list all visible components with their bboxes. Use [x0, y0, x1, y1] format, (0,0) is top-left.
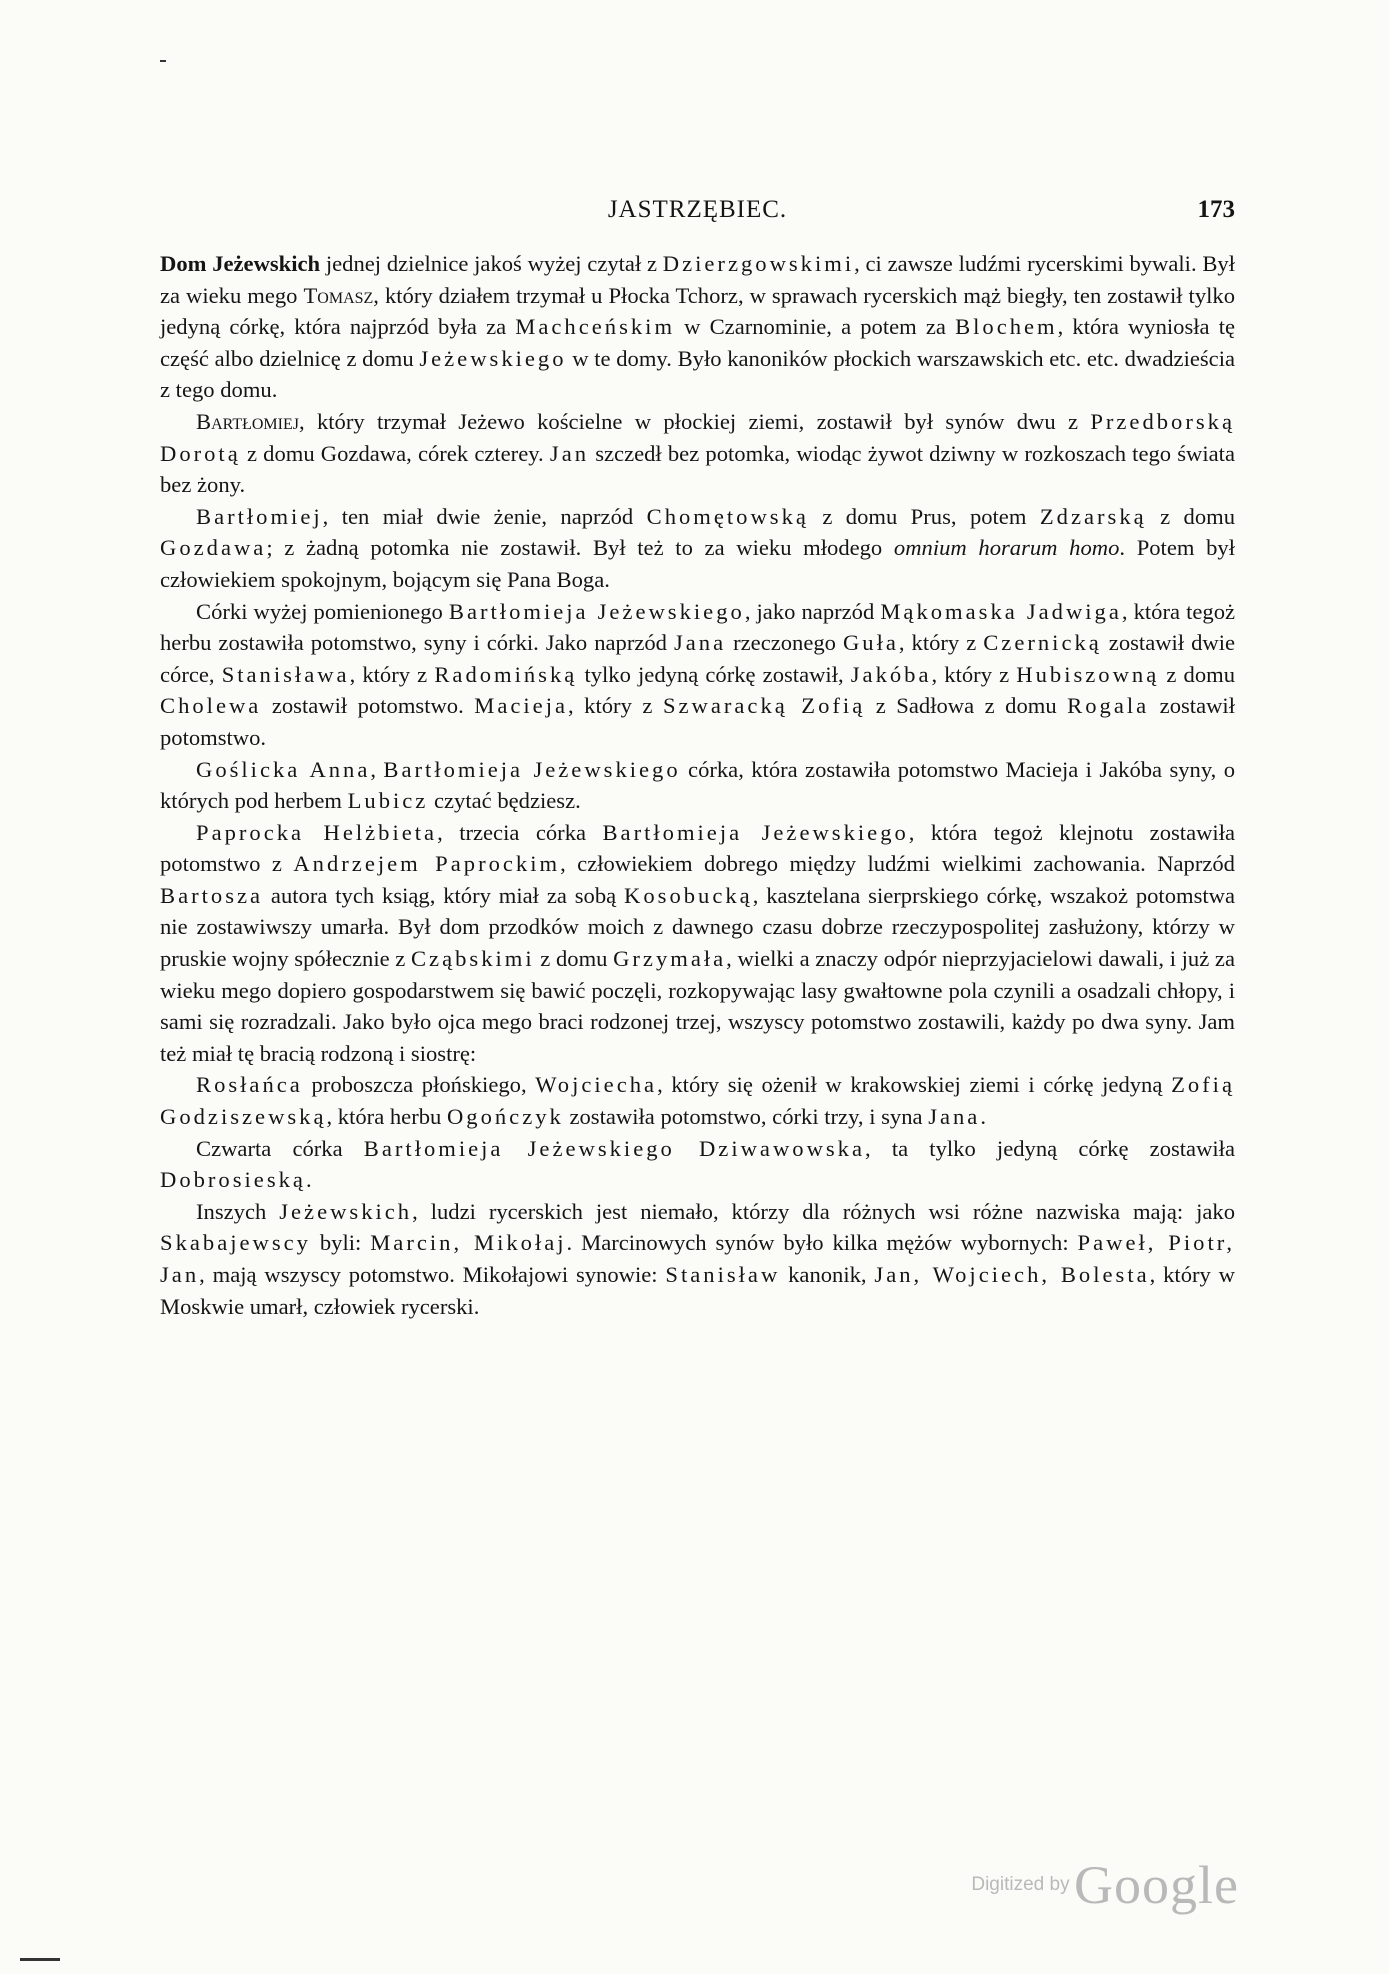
text: rzeczonego: [726, 630, 843, 656]
paragraph-9: [160, 1196, 1235, 1322]
text: czytać będziesz.: [428, 788, 581, 814]
page-number: 173: [1197, 196, 1235, 223]
text: , która tegoż klejnotu zostawiła potomstwo z: [160, 819, 1235, 877]
text: tylko jedyną córkę zostawił,: [577, 661, 851, 687]
text: ,: [370, 756, 384, 782]
text: , który z: [931, 661, 1017, 687]
spaced-name: Ogończyk: [446, 1104, 564, 1130]
text: , ta tylko jedyną córkę zostawiła: [865, 1135, 1235, 1161]
text: , mają wszyscy potomstwo. Mikołajowi synowie:: [199, 1262, 666, 1287]
spaced-name: Paprocka Helżbieta: [196, 819, 438, 845]
text: kanonik,: [780, 1262, 875, 1287]
spaced-name: Cząbskimi: [410, 946, 535, 972]
paragraph-3: [160, 501, 1235, 596]
spaced-name: Jakóba: [850, 661, 932, 687]
spaced-name: Przedborską Dorotą: [160, 408, 1235, 466]
spaced-name: Stanisława: [221, 661, 350, 687]
text: , który z: [349, 661, 435, 687]
italic-phrase: omnium horarum homo: [893, 535, 1120, 561]
text: , który trzymał Jeżewo kościelne w płockiej ziemi, zostawił był synów dwu z: [299, 408, 1091, 434]
spaced-name: Bartłomieja Jeżewskiego Dziwawowska: [363, 1135, 865, 1161]
spaced-name: Paweł, Piotr, Jan: [160, 1230, 1235, 1287]
text: zostawiła potomstwo, córki trzy, i syna: [563, 1104, 929, 1130]
text: ; z żadną potomka nie zostawił. Był też to za wieku młodego: [266, 535, 894, 561]
text: , kasztelana sierprskiego córkę, wszakoż potomstwa nie zostawiwszy umarła. Był dom przodków moich z dawnego czasu dobrze rzeczypospolitej zasłużony, którzy w pruskie wojny spółecznie z: [160, 882, 1235, 972]
spaced-name: Zofią Godziszewską: [160, 1072, 1235, 1130]
spaced-name: Jana: [928, 1104, 981, 1130]
spaced-name: Rosłańca: [196, 1072, 303, 1098]
text: , wielki a znaczy odpór nieprzyjacielowi dawali, i już za wieku mego dopiero gospodarstwem się bawić poczęli, rozkopywając lasy gwałtowne pola czynili a osadzali chłopy, i sami się rozradzali. Jako było ojca mego braci rodzonej trzej, wszyscy potomstwo zostawili, każdy po dwa syny. Jam też miał tę bracią rodzoną i siostrę:: [160, 946, 1235, 1066]
text: Czwarta córka: [196, 1135, 364, 1161]
text: , ci zawsze ludźmi rycerskimi bywali. Był za wieku mego: [160, 251, 1235, 308]
spaced-name: Skabajewscy: [160, 1230, 311, 1256]
text: z domu: [1159, 661, 1235, 687]
paragraph-6: [160, 817, 1235, 1070]
text: zostawił potomstwo.: [261, 693, 475, 719]
spaced-name: Bartłomieja Jeżewskiego: [448, 598, 745, 624]
text: , trzecia córka: [437, 819, 603, 845]
spaced-name: Dobrosieską: [160, 1167, 306, 1193]
spaced-name: Hubiszowną: [1016, 661, 1160, 687]
text: z domu: [1146, 503, 1235, 529]
text: , który się ożenił w krakowskiej ziemi i córkę jedyną: [657, 1072, 1172, 1098]
spaced-name: Cholewa: [160, 693, 262, 719]
spaced-name: Bartosza: [160, 882, 264, 908]
section-heading: Dom Jeżewskich: [160, 251, 321, 276]
spaced-name: Jeżewskich: [279, 1198, 413, 1224]
text: , ten miał dwie żenie, naprzód: [322, 503, 647, 529]
text: z Sadłowa z domu: [865, 693, 1068, 719]
text: Inszych: [196, 1198, 280, 1224]
text: z domu Gozdawa, córek czterey.: [240, 440, 550, 466]
scan-mark: [160, 60, 166, 62]
text: , która wyniosła tę część albo dzielnicę z domu: [160, 314, 1235, 371]
text: szczedł bez potomka, wiodąc żywot dziwny w rozkoszach tego świata bez żony.: [160, 440, 1235, 498]
spaced-name: Bartłomieja Jeżewskiego: [602, 819, 909, 845]
body-text: [160, 248, 1235, 1322]
text: z domu: [534, 946, 614, 972]
spaced-name: Kosobucką: [624, 882, 753, 908]
running-header: [160, 196, 1235, 232]
google-logo: Google: [1074, 1855, 1239, 1915]
text: byli:: [310, 1230, 371, 1256]
spaced-name: Radomińską: [434, 661, 578, 687]
spaced-name: Stanisław: [665, 1262, 781, 1287]
spaced-name: Szwaracką Zofią: [662, 693, 866, 719]
paragraph-8: [160, 1133, 1235, 1196]
text: .: [305, 1167, 312, 1193]
spaced-name: Jeżewskiego: [419, 345, 567, 371]
text: , człowiekiem dobrego między ludźmi wielkimi zachowania. Naprzód: [560, 851, 1235, 877]
text: , który działem trzymał u Płocka Tchorz, w sprawach rycerskich mąż biegły, ten zostawił tylko jedyną córkę, która najprzód była za: [160, 282, 1235, 340]
text: proboszcza płońskiego,: [302, 1072, 536, 1098]
spaced-name: Machceńskim: [515, 314, 676, 340]
spaced-name: Guła: [842, 630, 899, 656]
text: . Marcinowych synów było kilka mężów wybornych:: [566, 1230, 1078, 1256]
spaced-name: Goślicka Anna: [196, 756, 371, 782]
spaced-name: Czernicką: [983, 630, 1102, 656]
spaced-name: Lubicz: [347, 788, 429, 814]
text: w te domy. Było kanoników płockich warszawskich etc. etc. dwadzieścia z tego domu.: [160, 345, 1235, 403]
paragraph-7: [160, 1069, 1235, 1132]
spaced-name: Bartłomiej: [196, 503, 323, 529]
text: , ludzi rycerskich jest niemało, którzy dla różnych wsi różne nazwiska mają: jako: [412, 1198, 1235, 1224]
text: autora tych ksiąg, który miał za sobą: [263, 882, 625, 908]
spaced-name: Macieja: [474, 693, 569, 719]
text: Córki wyżej pomienionego: [196, 598, 449, 624]
spaced-name: Grzymała: [613, 946, 727, 972]
spaced-name: Rogala: [1067, 693, 1150, 719]
scan-mark: [20, 1958, 60, 1961]
spaced-name: Mąkomaska Jadwiga: [880, 598, 1122, 624]
text: , który z: [898, 630, 984, 656]
running-title: JASTRZĘBIEC.: [607, 196, 788, 223]
spaced-name: Jan: [549, 440, 590, 466]
text: z domu Prus, potem: [808, 503, 1040, 529]
spaced-name: Bartłomieja Jeżewskiego: [383, 756, 681, 782]
paragraph-1: [160, 248, 1235, 406]
spaced-name: Blochem: [955, 314, 1058, 340]
spaced-name: Zdzarską: [1039, 503, 1147, 529]
text: córka, która zostawiła potomstwo Macieja i Jakóba syny, o których pod herbem: [160, 756, 1236, 814]
smallcaps-name: Bartłomiej: [196, 408, 299, 434]
text: , który z: [568, 693, 663, 719]
spaced-name: Wojciecha: [535, 1072, 658, 1098]
text: . Potem był człowiekiem spokojnym, bojącym się Pana Boga.: [160, 535, 1235, 592]
spaced-name: Andrzejem Paprockim: [293, 851, 561, 877]
spaced-name: Marcin, Mikołaj: [370, 1230, 567, 1256]
paragraph-5: [160, 754, 1235, 817]
digitized-watermark: [971, 1854, 1239, 1916]
watermark-caption: Digitized by: [971, 1874, 1070, 1895]
text: w Czarnominie, a potem za: [675, 314, 956, 340]
text: zostawił potomstwo.: [160, 693, 1235, 750]
text: , który w Moskwie umarł, człowiek rycerski.: [160, 1262, 1235, 1319]
spaced-name: Chomętowską: [646, 503, 809, 529]
text: jednej dzielnice jakoś wyżej czytał z: [320, 251, 663, 276]
spaced-name: Dzierzgowskimi: [662, 251, 855, 276]
text: , która tegoż herbu zostawiła potomstwo, syny i córki. Jako naprzód: [160, 598, 1236, 656]
spaced-name: Jan, Wojciech, Bolesta: [874, 1262, 1150, 1287]
text: , która herbu: [326, 1104, 447, 1130]
text: .: [980, 1104, 986, 1130]
text: zostawił dwie córce,: [160, 630, 1236, 687]
paragraph-4: [160, 596, 1235, 754]
spaced-name: Gozdawa: [160, 535, 267, 561]
paragraph-2: [160, 406, 1235, 501]
text: , jako naprzód: [744, 598, 881, 624]
smallcaps-name: Tomasz: [303, 282, 374, 308]
spaced-name: Jana: [673, 630, 727, 656]
